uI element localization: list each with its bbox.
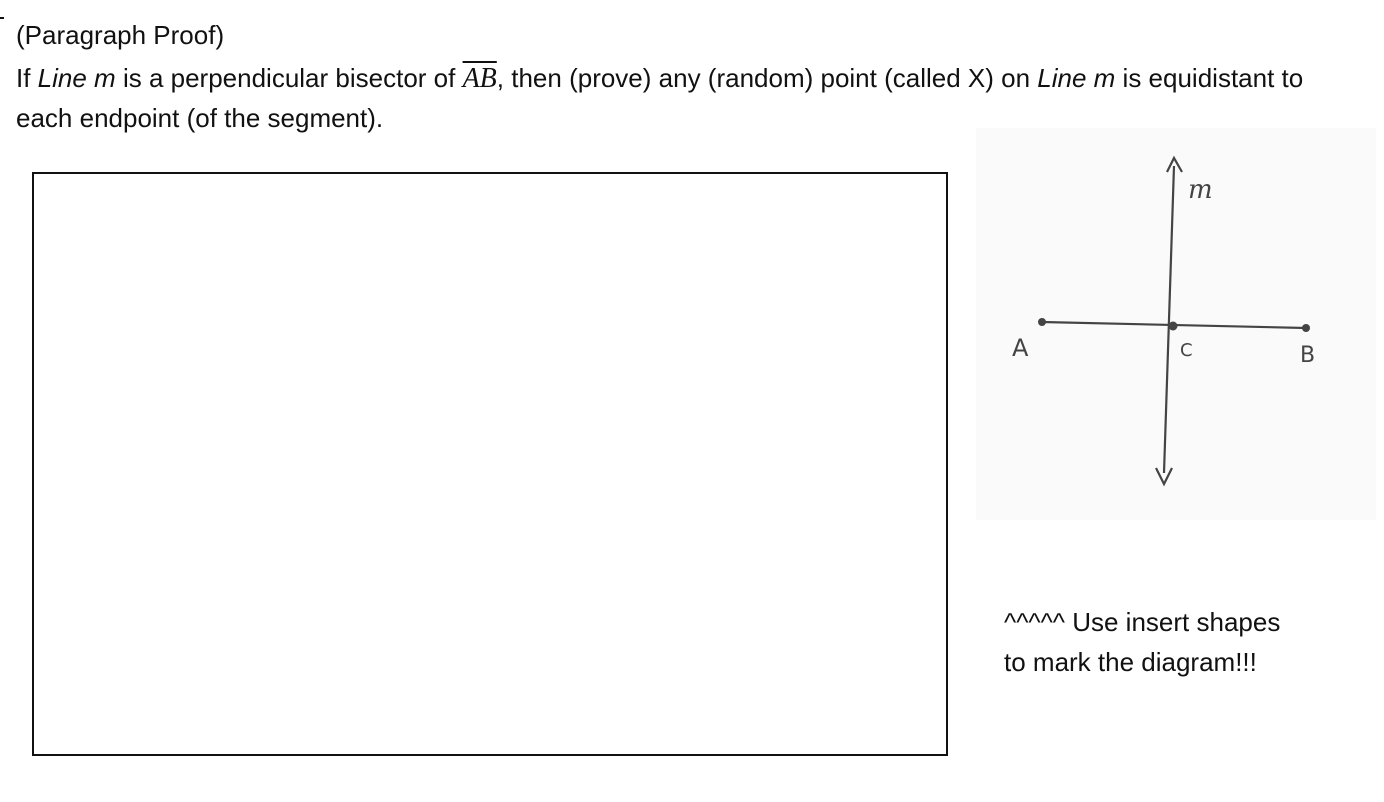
statement-mid-2: , then (prove) any (random) point (called X) on bbox=[496, 63, 1038, 93]
list-number-fragment bbox=[0, 17, 4, 19]
label-m: m bbox=[1188, 175, 1213, 205]
statement-if: If bbox=[16, 63, 38, 93]
segment-ab: $\overline{AB}$ bbox=[462, 63, 497, 94]
line-m bbox=[1164, 166, 1174, 473]
statement-mid-1: is a perpendicular bisector of bbox=[115, 63, 463, 93]
point-c-dot bbox=[1169, 322, 1178, 331]
line-m-term: Line m bbox=[37, 63, 116, 93]
statement-line-1 bbox=[16, 58, 1384, 98]
label-a: A bbox=[1012, 334, 1029, 362]
diagram-canvas bbox=[976, 128, 1376, 520]
proof-answer-box[interactable] bbox=[32, 172, 948, 756]
point-b-dot bbox=[1302, 324, 1310, 332]
statement-end-1: is equidistant to bbox=[1115, 63, 1304, 93]
point-a-dot bbox=[1038, 318, 1046, 326]
heading-text: (Paragraph Proof) bbox=[16, 20, 225, 50]
label-b: B bbox=[1300, 343, 1316, 368]
statement-line-2: each endpoint (of the segment). bbox=[16, 103, 384, 133]
label-c: C bbox=[1180, 340, 1193, 361]
problem-statement bbox=[16, 58, 1384, 138]
line-m-term-2: Line m bbox=[1037, 63, 1116, 93]
hint-line-1: ^^^^^ Use insert shapes bbox=[1004, 607, 1281, 637]
hint-line-2: to mark the diagram!!! bbox=[1004, 647, 1257, 677]
hint-note bbox=[1004, 602, 1280, 682]
perpendicular-bisector-diagram bbox=[976, 128, 1376, 520]
